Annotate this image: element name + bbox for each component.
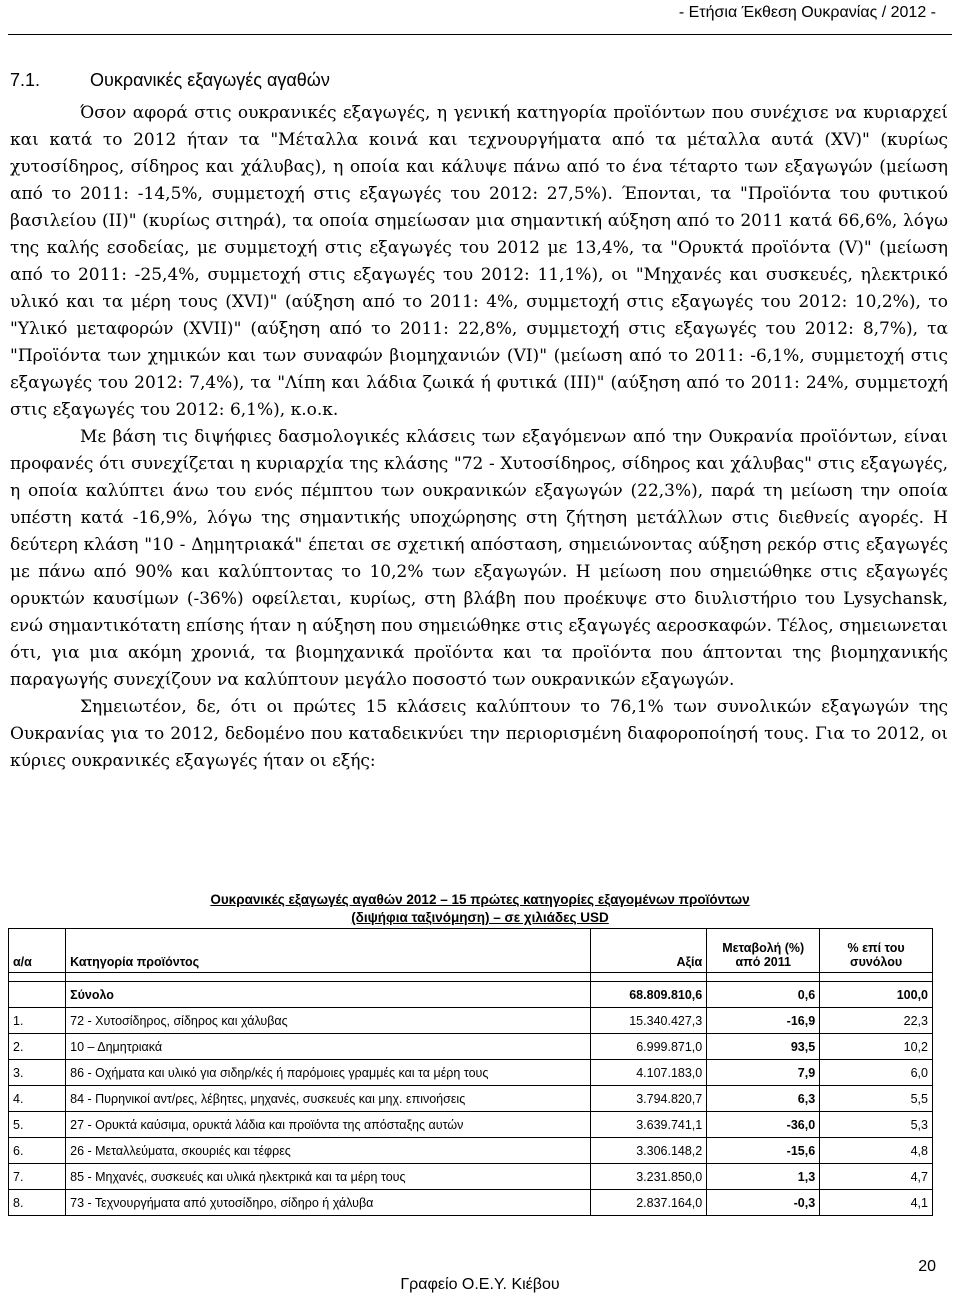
row-value: 6.999.871,0 <box>591 1034 707 1060</box>
row-index: 2. <box>9 1034 66 1060</box>
row-index: 1. <box>9 1008 66 1034</box>
row-value: 3.306.148,2 <box>591 1138 707 1164</box>
total-value: 68.809.810,6 <box>591 982 707 1008</box>
row-share: 10,2 <box>820 1034 933 1060</box>
table-row <box>9 1190 933 1216</box>
row-share: 4,8 <box>820 1138 933 1164</box>
body-text <box>10 100 948 775</box>
row-category: 72 - Χυτοσίδηρος, σίδηρος και χάλυβας <box>66 1008 591 1034</box>
section-number: 7.1. <box>10 70 41 90</box>
row-change: -36,0 <box>707 1112 820 1138</box>
table-row <box>9 1060 933 1086</box>
row-index: 6. <box>9 1138 66 1164</box>
row-change: 6,3 <box>707 1086 820 1112</box>
table-title-line-2: (διψήφια ταξινόμηση) – σε χιλιάδες USD <box>351 910 609 925</box>
total-share: 100,0 <box>820 982 933 1008</box>
paragraph-2: Με βάση τις διψήφιες δασμολογικές κλάσεις των εξαγόμενων από την Ουκρανία προϊόντων, είναι προφανές ότι συνεχίζεται η κυριαρχία της κλάσης "72 - Χυτοσίδηρος, σίδηρος και χάλυβας" στις εξαγωγές, η οποία καλύπτει άνω του ενός πέμπτου των ουκρανικών εξαγωγών (22,3%), παρά τη μείωση την οποία υπέστη κατά -16,9%, λόγω της σημαντικής υποχώρησης στη ζήτηση μετάλλων στις διεθνείς αγορές. Η δεύτερη κλάση "10 - Δημητριακά" έπεται σε σχετική απόσταση, σημειώνοντας αύξηση ρεκόρ στις εξαγωγές με πάνω από 90% και καλύπτοντας το 10,2% των εξαγωγών. Η μείωση που σημειώθηκε στις εξαγωγές ορυκτών καυσίμων (-36%) οφείλεται, κυρίως, στη βλάβη που προέκυψε στο διυλιστήριο του Lysychansk, ενώ σημαντικότατη επίσης ήταν η αύξηση που σημειώθηκε στις εξαγωγές αεροσκαφών. Τέλος, σημειωνεται ότι, για μια ακόμη χρονιά, τα βιομηχανικά προϊόντα και τα προϊόντα που άπτονται της βιομηχανικής παραγωγής συνεχίζουν να καλύπτουν μεγάλο ποσοστό των ουκρανικών εξαγωγών. <box>10 427 948 690</box>
table-title <box>0 891 960 927</box>
table-total-row <box>9 982 933 1008</box>
row-value: 2.837.164,0 <box>591 1190 707 1216</box>
row-change: 1,3 <box>707 1164 820 1190</box>
row-index: 8. <box>9 1190 66 1216</box>
header-change-line-1: Μεταβολή (%) <box>722 941 805 955</box>
row-category: 86 - Οχήματα και υλικό για σιδηρ/κές ή παρόμοιες γραμμές και τα μέρη τους <box>66 1060 591 1086</box>
table-row <box>9 1164 933 1190</box>
paragraph-3: Σημειωτέον, δε, ότι οι πρώτες 15 κλάσεις καλύπτουν το 76,1% των συνολικών εξαγωγών της Ουκρανίας για το 2012, δεδομένο που καταδεικνύει την περιορισμένη διαφοροποίησή τους. Για το 2012, οι κύριες ουκρανικές εξαγωγές ήταν οι εξής: <box>10 697 948 771</box>
row-change: -0,3 <box>707 1190 820 1216</box>
row-share: 5,5 <box>820 1086 933 1112</box>
row-share: 22,3 <box>820 1008 933 1034</box>
row-change: 93,5 <box>707 1034 820 1060</box>
row-category: 84 - Πυρηνικοί αντ/ρες, λέβητες, μηχανές, συσκευές και μηχ. επινοήσεις <box>66 1086 591 1112</box>
footer-office: Γραφείο Ο.Ε.Υ. Κιέβου <box>400 1276 560 1293</box>
table-row <box>9 1138 933 1164</box>
row-index: 5. <box>9 1112 66 1138</box>
header-index: α/α <box>9 929 66 973</box>
running-header: - Ετήσια Έκθεση Ουκρανίας / 2012 - <box>678 4 936 21</box>
row-category: 26 - Μεταλλεύματα, σκουριές και τέφρες <box>66 1138 591 1164</box>
table-title-line-1: Ουκρανικές εξαγωγές αγαθών 2012 – 15 πρώτες κατηγορίες εξαγομένων προϊόντων <box>210 892 750 907</box>
row-category: 73 - Τεχνουργήματα από χυτοσίδηρο, σίδηρο ή χάλυβα <box>66 1190 591 1216</box>
row-value: 4.107.183,0 <box>591 1060 707 1086</box>
row-index: 4. <box>9 1086 66 1112</box>
header-share-line-2: συνόλου <box>850 955 903 969</box>
row-value: 15.340.427,3 <box>591 1008 707 1034</box>
row-change: -16,9 <box>707 1008 820 1034</box>
row-value: 3.794.820,7 <box>591 1086 707 1112</box>
page-number: 20 <box>918 1258 936 1275</box>
row-index: 3. <box>9 1060 66 1086</box>
row-category: 85 - Μηχανές, συσκευές και υλικά ηλεκτρικά και τα μέρη τους <box>66 1164 591 1190</box>
table-header-row <box>9 929 933 973</box>
total-change: 0,6 <box>707 982 820 1008</box>
total-label: Σύνολο <box>66 982 591 1008</box>
section-title: Ουκρανικές εξαγωγές αγαθών <box>90 70 330 90</box>
row-category: 27 - Ορυκτά καύσιμα, ορυκτά λάδια και προϊόντα της απόσταξης αυτών <box>66 1112 591 1138</box>
header-change <box>707 929 820 973</box>
header-value: Αξία <box>591 929 707 973</box>
exports-table <box>8 928 933 1216</box>
row-share: 5,3 <box>820 1112 933 1138</box>
table-row <box>9 1034 933 1060</box>
header-share-line-1: % επί του <box>847 941 905 955</box>
row-value: 3.639.741,1 <box>591 1112 707 1138</box>
section-heading <box>10 70 330 91</box>
header-divider <box>8 34 952 35</box>
table-spacer-row <box>9 973 933 982</box>
paragraph-1: Όσον αφορά στις ουκρανικές εξαγωγές, η γενική κατηγορία προϊόντων που συνέχισε να κυριαρχεί και κατά το 2012 ήταν τα "Μέταλλα κοινά και τεχνουργήματα από τα μέταλλα αυτά (XV)" (κυρίως χυτοσίδηρος, σίδηρος και χάλυβας), η οποία και κάλυψε πάνω από το ένα τέταρτο των εξαγωγών (μείωση από το 2011: -14,5%, συμμετοχή στις εξαγωγές του 2012: 27,5%). Έπονται, τα "Προϊόντα του φυτικού βασιλείου (II)" (κυρίως σιτηρά), τα οποία σημείωσαν μια σημαντική αύξηση από το 2011 κατά 66,6%, λόγω της καλής εσοδείας, με συμμετοχή στις εξαγωγές του 2012 με 13,4%, τα "Ορυκτά προϊόντα (V)" (μείωση από το 2011: -25,4%, συμμετοχή στις εξαγωγές του 2012: 11,1%), οι "Μηχανές και συσκευές, ηλεκτρικό υλικό και τα μέρη τους (XVI)" (αύξηση από το 2011: 4%, συμμετοχή στις εξαγωγές του 2012: 10,2%), το "Υλικό μεταφορών (XVII)" (αύξηση από το 2011: 22,8%, συμμετοχή στις εξαγωγές του 2012: 8,7%), τα "Προϊόντα των χημικών και των συναφών βιομηχανιών (VI)" (μείωση από το 2011: -6,1%, συμμετοχή στις εξαγωγές του 2012: 7,4%), τα "Λίπη και λάδια ζωικά ή φυτικά (III)" (αύξηση από το 2011: 24%, συμμετοχή στις εξαγωγές του 2012: 6,1%), κ.ο.κ. <box>10 103 948 420</box>
row-value: 3.231.850,0 <box>591 1164 707 1190</box>
table-row <box>9 1008 933 1034</box>
row-share: 4,1 <box>820 1190 933 1216</box>
row-change: 7,9 <box>707 1060 820 1086</box>
row-share: 4,7 <box>820 1164 933 1190</box>
row-index: 7. <box>9 1164 66 1190</box>
row-share: 6,0 <box>820 1060 933 1086</box>
table-row <box>9 1112 933 1138</box>
header-share <box>820 929 933 973</box>
row-category: 10 – Δημητριακά <box>66 1034 591 1060</box>
table-row <box>9 1086 933 1112</box>
header-change-line-2: από 2011 <box>735 955 791 969</box>
header-category: Κατηγορία προϊόντος <box>66 929 591 973</box>
row-change: -15,6 <box>707 1138 820 1164</box>
